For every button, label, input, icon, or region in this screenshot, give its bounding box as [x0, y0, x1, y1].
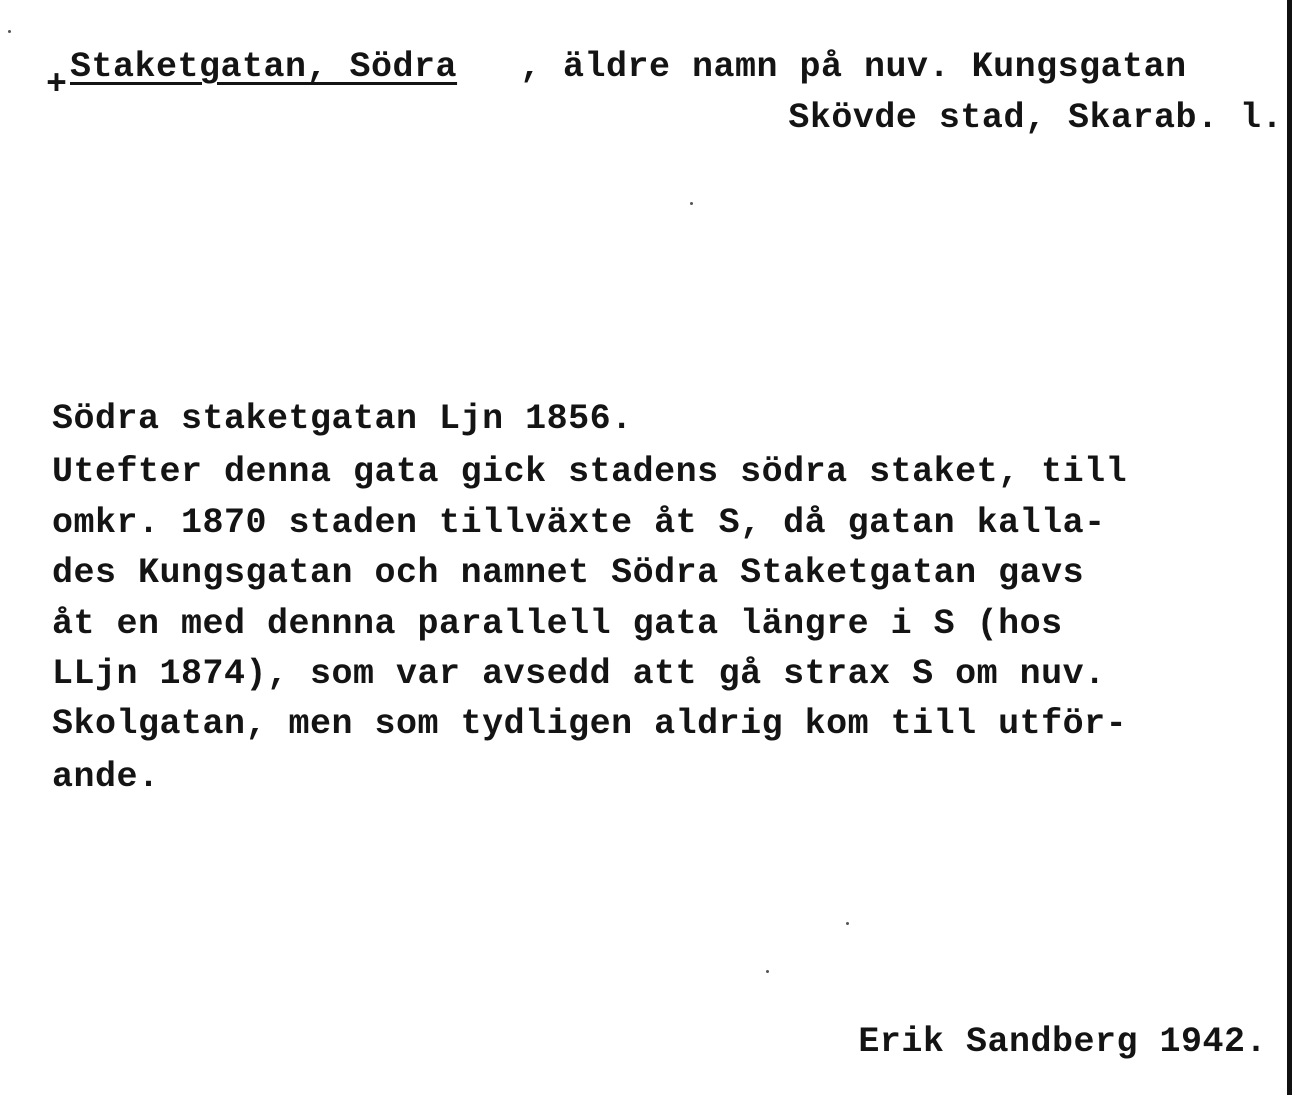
- street-name-heading: Staketgatan, Södra: [70, 47, 458, 87]
- scan-speck: [8, 30, 11, 33]
- heading-marker: +: [46, 65, 68, 105]
- body-line: des Kungsgatan och namnet Södra Staketgatan gavs: [52, 553, 1085, 593]
- body-line: Södra staketgatan Ljn 1856.: [52, 399, 633, 439]
- card-edge-line: [1287, 0, 1292, 1095]
- location-line: Skövde stad, Skarab. l.: [788, 98, 1283, 138]
- scan-speck: [766, 970, 769, 973]
- body-line: åt en med dennna parallell gata längre i S (hos: [52, 604, 1063, 644]
- heading-description: , äldre namn på nuv. Kungsgatan: [520, 47, 1187, 87]
- signature: Erik Sandberg 1942.: [858, 1022, 1267, 1062]
- body-line: ande.: [52, 757, 160, 797]
- body-line: LLjn 1874), som var avsedd att gå strax S om nuv.: [52, 654, 1106, 694]
- body-line: Skolgatan, men som tydligen aldrig kom till utför-: [52, 704, 1128, 744]
- scan-speck: [846, 922, 849, 925]
- body-line: Utefter denna gata gick stadens södra staket, till: [52, 452, 1128, 492]
- scan-speck: [690, 202, 693, 205]
- body-line: omkr. 1870 staden tillväxte åt S, då gatan kalla-: [52, 503, 1106, 543]
